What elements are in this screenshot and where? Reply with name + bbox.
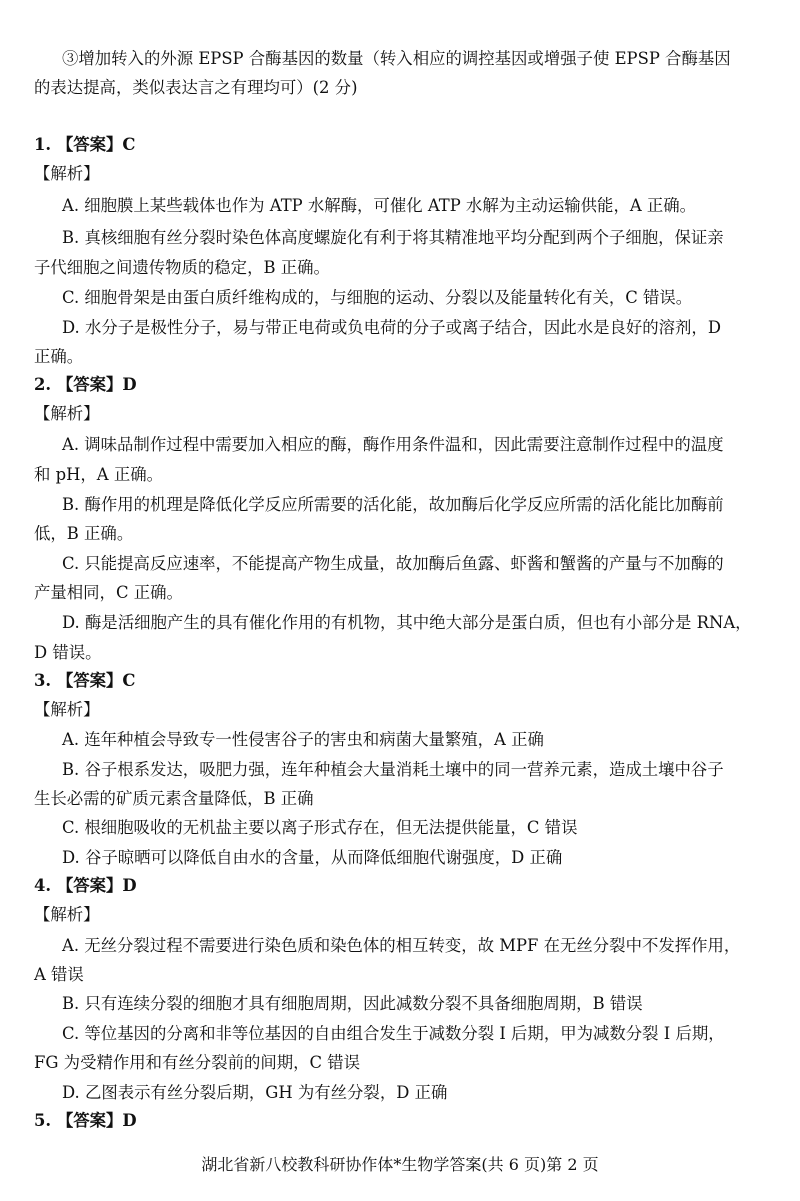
q3-line: B. 谷子根系发达，吸肥力强，连年种植会大量消耗土壤中的同一营养元素，造成土壤中谷子 — [62, 760, 724, 779]
q3-line: 生长必需的矿质元素含量降低，B 正确 — [34, 789, 314, 808]
q4-answer-heading: 4. 【答案】D — [34, 876, 137, 895]
q1-analysis-label: 【解析】 — [34, 164, 100, 183]
q2-line: C. 只能提高反应速率，不能提高产物生成量，故加酶后鱼露、虾酱和蟹酱的产量与不加酶的 — [62, 554, 724, 573]
intro-line-1: ③增加转入的外源 EPSP 合酶基因的数量（转入相应的调控基因或增强子使 EPSP 合酶基因 — [62, 49, 731, 68]
q4-line: D. 乙图表示有丝分裂后期，GH 为有丝分裂，D 正确 — [62, 1083, 448, 1102]
q3-line: D. 谷子晾晒可以降低自由水的含量，从而降低细胞代谢强度，D 正确 — [62, 848, 563, 867]
q2-line: 和 pH，A 正确。 — [34, 465, 163, 484]
q4-line: C. 等位基因的分离和非等位基因的自由组合发生于减数分裂 I 后期，甲为减数分裂 I 后期， — [62, 1024, 725, 1043]
q1-line: 正确。 — [34, 347, 84, 366]
intro-line-2: 的表达提高，类似表达言之有理均可）(2 分) — [34, 78, 358, 97]
q4-analysis-label: 【解析】 — [34, 905, 100, 924]
q3-analysis-label: 【解析】 — [34, 700, 100, 719]
q4-line: FG 为受精作用和有丝分裂前的间期，C 错误 — [34, 1053, 361, 1072]
q3-answer-heading: 3. 【答案】C — [34, 671, 136, 690]
page-footer: 湖北省新八校教科研协作体*生物学答案(共 6 页)第 2 页 — [201, 1155, 599, 1174]
q1-line: D. 水分子是极性分子，易与带正电荷或负电荷的分子或离子结合，因此水是良好的溶剂，D — [62, 318, 721, 337]
q5-answer-heading: 5. 【答案】D — [34, 1111, 137, 1130]
q1-line: C. 细胞骨架是由蛋白质纤维构成的，与细胞的运动、分裂以及能量转化有关，C 错误。 — [62, 288, 693, 307]
q4-line: A 错误 — [34, 965, 84, 984]
q2-line: D 错误。 — [34, 643, 102, 662]
q2-analysis-label: 【解析】 — [34, 404, 100, 423]
q2-line: A. 调味品制作过程中需要加入相应的酶，酶作用条件温和，因此需要注意制作过程中的温度 — [62, 435, 724, 454]
q1-line: 子代细胞之间遗传物质的稳定，B 正确。 — [34, 258, 330, 277]
q2-line: D. 酶是活细胞产生的具有催化作用的有机物，其中绝大部分是蛋白质，但也有小部分是 RNA， — [62, 613, 752, 632]
q2-answer-heading: 2. 【答案】D — [34, 375, 137, 394]
q3-line: A. 连年种植会导致专一性侵害谷子的害虫和病菌大量繁殖，A 正确 — [62, 730, 544, 749]
q1-line: A. 细胞膜上某些载体也作为 ATP 水解酶，可催化 ATP 水解为主动运输供能，A 正确。 — [62, 196, 697, 215]
q3-line: C. 根细胞吸收的无机盐主要以离子形式存在，但无法提供能量，C 错误 — [62, 818, 578, 837]
q2-line: 产量相同，C 正确。 — [34, 583, 183, 602]
q2-line: B. 酶作用的机理是降低化学反应所需要的活化能，故加酶后化学反应所需的活化能比加酶前 — [62, 495, 724, 514]
q2-line: 低，B 正确。 — [34, 524, 134, 543]
q1-answer-heading: 1. 【答案】C — [34, 135, 136, 154]
q4-line: A. 无丝分裂过程不需要进行染色质和染色体的相互转变，故 MPF 在无丝分裂中不发挥作用， — [62, 936, 741, 955]
q1-line: B. 真核细胞有丝分裂时染色体高度螺旋化有利于将其精准地平均分配到两个子细胞，保证亲 — [62, 228, 724, 247]
q4-line: B. 只有连续分裂的细胞才具有细胞周期，因此减数分裂不具备细胞周期，B 错误 — [62, 994, 643, 1013]
